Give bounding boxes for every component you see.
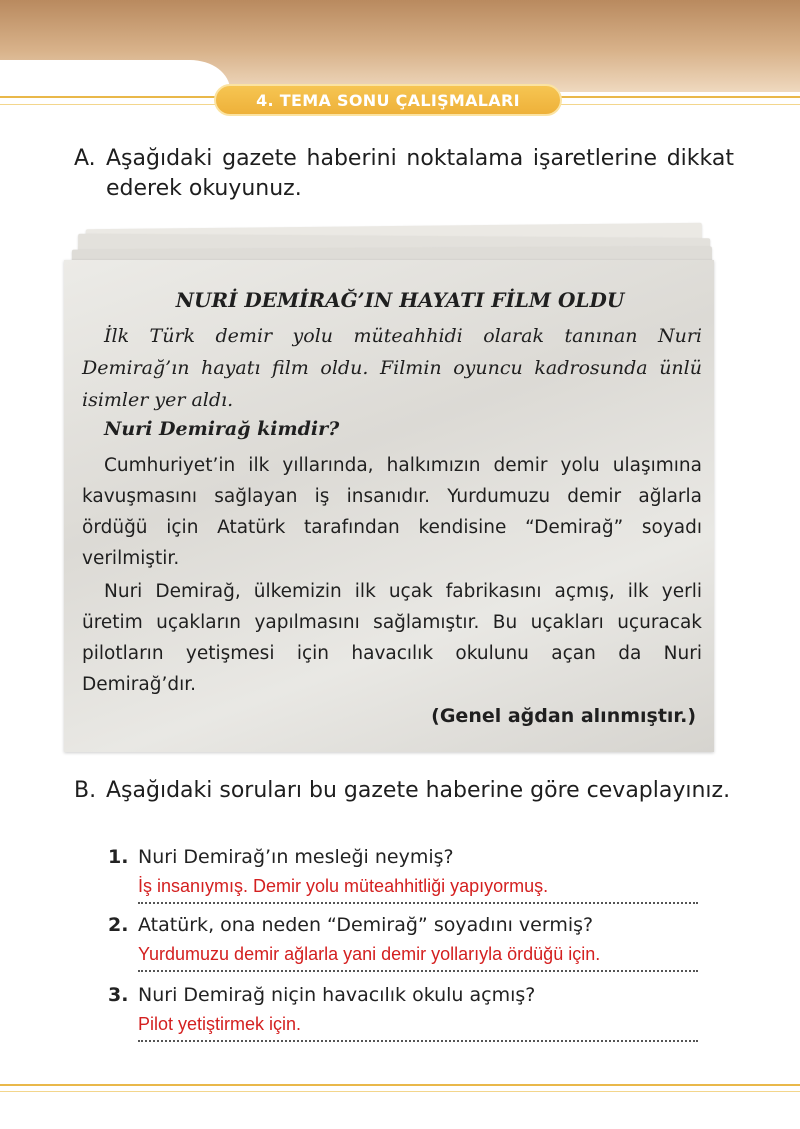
news-title: NURİ DEMİRAĞ’IN HAYATI FİLM OLDU bbox=[175, 288, 625, 312]
section-b-label: B. bbox=[74, 778, 97, 803]
section-a-label: A. bbox=[74, 146, 96, 171]
theme-title-badge: 4. TEMA SONU ÇALIŞMALARI bbox=[214, 84, 562, 116]
question-text: Nuri Demirağ’ın mesleği neymiş? bbox=[138, 846, 454, 868]
answer-line-2[interactable]: Yurdumuzu demir ağlarla yani demir yollarıyla ördüğü için. bbox=[138, 940, 698, 972]
question-text: Nuri Demirağ niçin havacılık okulu açmış? bbox=[138, 984, 536, 1006]
footer-rule bbox=[0, 1084, 800, 1092]
section-b-text: Aşağıdaki soruları bu gazete haberine göre cevaplayınız. bbox=[106, 778, 731, 803]
question-3 bbox=[108, 984, 535, 1006]
news-source: (Genel ağdan alınmıştır.) bbox=[431, 705, 696, 727]
question-number: 2. bbox=[108, 914, 129, 936]
answer-line-3[interactable]: Pilot yetiştirmek için. bbox=[138, 1010, 698, 1042]
header-curve bbox=[0, 60, 230, 100]
question-1 bbox=[108, 846, 454, 868]
answer-line-1[interactable]: İş insanıymış. Demir yolu müteahhitliği yapıyormuş. bbox=[138, 872, 698, 904]
question-text: Atatürk, ona neden “Demirağ” soyadını vermiş? bbox=[138, 914, 594, 936]
question-number: 1. bbox=[108, 846, 129, 868]
question-2 bbox=[108, 914, 593, 936]
news-paragraph-1: Cumhuriyet’in ilk yıllarında, halkımızın demir yolu ulaşımına kavuşmasını sağlayan iş insanıdır. Yurdumuzu demir ağlarla ördüğü için Atatürk tarafından kendisine “Demirağ” soyadı verilmiştir. bbox=[82, 455, 702, 569]
news-subheading: Nuri Demirağ kimdir? bbox=[104, 418, 340, 440]
section-a-instruction bbox=[74, 144, 734, 204]
section-a-text: Aşağıdaki gazete haberini noktalama işaretlerine dikkat ederek okuyunuz. bbox=[106, 146, 734, 201]
news-intro: İlk Türk demir yolu müteahhidi olarak tanınan Nuri Demirağ’ın hayatı film oldu. Filmin oyuncu kadrosunda ünlü isimler yer aldı. bbox=[82, 325, 702, 411]
news-paragraph-2: Nuri Demirağ, ülkemizin ilk uçak fabrikasını açmış, ilk yerli üretim uçakların yapılmasını sağlamıştır. Bu uçakları uçuracak pilotların yetişmesi için havacılık okulunu açan da Nuri Demirağ’dır. bbox=[82, 581, 702, 695]
question-number: 3. bbox=[108, 984, 129, 1006]
section-b-instruction bbox=[74, 776, 734, 806]
